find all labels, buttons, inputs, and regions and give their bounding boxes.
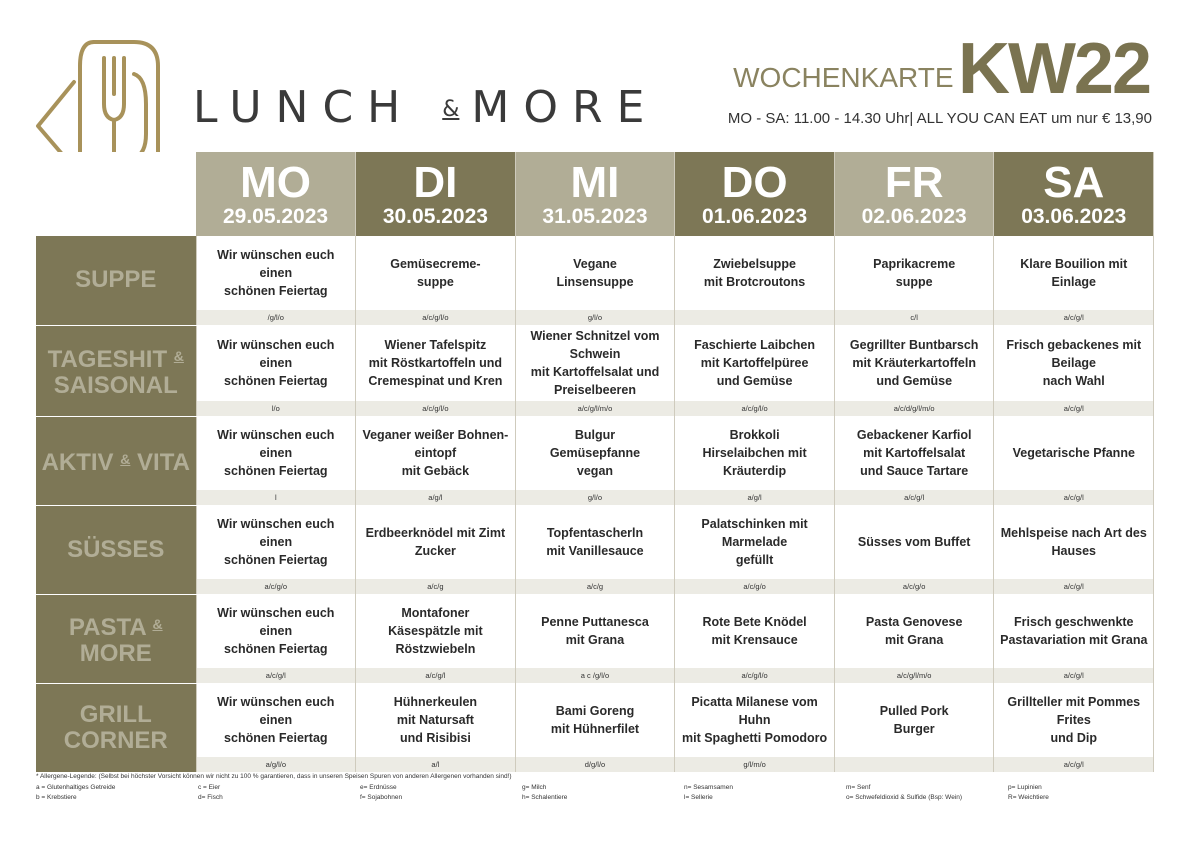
- allergen-codes: a/c/g/l: [994, 401, 1154, 416]
- category-label-line1: SUPPE: [75, 266, 157, 294]
- dish-line: mit Kräuterkartoffeln: [852, 356, 976, 370]
- allergen-codes: a/c/g/l: [994, 310, 1154, 325]
- day-abbr: DI: [413, 158, 458, 207]
- allergen-row: [36, 401, 1154, 416]
- dish-line: Vegane: [573, 257, 617, 271]
- dish-cell: [196, 594, 356, 668]
- dish-cell: [515, 594, 675, 668]
- allergen-legend-item: h= Schalentiere: [522, 794, 568, 801]
- dish-line: Palatschinken mit Marmelade: [701, 517, 808, 549]
- dish-line: Gebackener Karfiol: [856, 428, 972, 442]
- allergen-row: [36, 579, 1154, 594]
- allergen-codes: [675, 310, 835, 325]
- category-row: [36, 683, 1154, 757]
- dish-line: Wir wünschen euch einen: [217, 248, 335, 280]
- category-label-ampersand: &: [173, 347, 184, 364]
- dish-line: Pulled Pork: [879, 704, 949, 718]
- day-date: 02.06.2023: [861, 205, 967, 228]
- allergen-codes: l: [196, 490, 356, 505]
- allergen-codes: a/c/g/l: [834, 490, 994, 505]
- dish-line: schönen Feiertag: [224, 374, 328, 388]
- allergen-codes: a/c/g/l/o: [675, 401, 835, 416]
- allergen-codes: g/l/o: [515, 310, 675, 325]
- category-label: [36, 683, 196, 772]
- allergen-codes: a/g/l/o: [196, 757, 356, 772]
- dish-line: mit Röstkartoffeln und: [368, 356, 503, 370]
- dish-cell: [356, 416, 516, 490]
- dish-cell: [834, 236, 994, 310]
- allergen-codes: a/c/g/o: [834, 579, 994, 594]
- day-date: 29.05.2023: [222, 205, 329, 228]
- day-abbr: MI: [570, 158, 620, 207]
- day-header-mi: [515, 152, 675, 236]
- allergen-codes: a/c/g/l: [356, 668, 516, 683]
- dish-line: schönen Feiertag: [224, 284, 328, 298]
- dish-line: nach Wahl: [1042, 374, 1105, 388]
- dish-line: mit Vanillesauce: [546, 544, 644, 558]
- dish-cell: [356, 683, 516, 757]
- dish-line: Klare Bouilion mit Einlage: [1020, 257, 1128, 289]
- dish-cell: [675, 505, 835, 579]
- dish-line: Erdbeerknödel mit Zimt: [365, 526, 506, 540]
- dish-cell: [994, 505, 1154, 579]
- allergen-codes: l/o: [196, 401, 356, 416]
- dish-line: Wiener Tafelspitz: [384, 338, 487, 352]
- day-header-row: [36, 152, 1154, 236]
- allergen-codes: a/c/d/g/l/m/o: [834, 401, 994, 416]
- dish-line: schönen Feiertag: [224, 553, 328, 567]
- dish-line: Burger: [893, 722, 935, 736]
- dish-line: vegan: [576, 464, 614, 478]
- dish-line: Brokkoli: [729, 428, 780, 442]
- allergen-legend-item: c = Eier: [198, 783, 221, 791]
- day-header-sa: [994, 152, 1154, 236]
- dish-line: Rote Bete Knödel: [702, 615, 807, 629]
- dish-cell: [356, 325, 516, 401]
- day-abbr: DO: [721, 158, 788, 207]
- category-label: [36, 416, 196, 505]
- category-label: [36, 505, 196, 594]
- allergen-legend-item: a = Glutenhaltiges Getreide: [36, 783, 116, 791]
- dish-line: eintopf: [414, 446, 457, 460]
- dish-line: Käsespätzle mit Röstzwiebeln: [388, 624, 483, 656]
- dish-line: mit Kartoffelpüree: [700, 356, 809, 370]
- category-label-line1: AKTIV: [41, 448, 114, 476]
- dish-line: schönen Feiertag: [224, 642, 328, 656]
- allergen-row: [36, 757, 1154, 772]
- dish-cell: [356, 236, 516, 310]
- day-header-mo: [196, 152, 356, 236]
- day-abbr: MO: [240, 158, 311, 207]
- dish-cell: [675, 416, 835, 490]
- category-label-line1: GRILL CORNER: [63, 700, 168, 754]
- day-abbr: SA: [1043, 158, 1105, 207]
- allergen-codes: a/c/g/l/m/o: [515, 401, 675, 416]
- dish-line: Veganer weißer Bohnen-: [362, 428, 509, 442]
- allergen-legend-item: g= Milch: [522, 783, 547, 791]
- dish-line: Cremespinat und Kren: [368, 374, 503, 388]
- allergen-legend-item: e= Erdnüsse: [360, 783, 397, 791]
- brand-name: [193, 82, 658, 133]
- dish-line: und Risibisi: [399, 731, 471, 745]
- allergen-legend-item: b = Krebstiere: [36, 794, 77, 801]
- dish-cell: [515, 236, 675, 310]
- category-label-ampersand: &: [152, 615, 163, 632]
- dish-cell: [196, 325, 356, 401]
- dish-line: Pastavariation mit Grana: [1000, 633, 1148, 647]
- dish-line: mit Kartoffelsalat und: [530, 365, 660, 379]
- allergen-codes: a/c/g/l: [994, 490, 1154, 505]
- dish-cell: [834, 505, 994, 579]
- allergen-legend-item: d= Fisch: [198, 794, 223, 801]
- dish-line: mit Brotcroutons: [703, 275, 806, 289]
- dish-cell: [515, 325, 675, 401]
- category-label-line2: MORE: [79, 639, 152, 667]
- dish-line: Wir wünschen euch einen: [217, 338, 335, 370]
- allergen-codes: d/g/l/o: [515, 757, 675, 772]
- allergen-legend-item: p= Lupinien: [1008, 783, 1042, 791]
- allergen-codes: a c /g/l/o: [515, 668, 675, 683]
- allergen-codes: a/c/g/l: [994, 668, 1154, 683]
- allergen-row: [36, 490, 1154, 505]
- dish-cell: [675, 236, 835, 310]
- dish-line: Wir wünschen euch einen: [217, 428, 335, 460]
- day-header-do: [675, 152, 835, 236]
- allergen-legend-item: R= Weichtiere: [1008, 794, 1049, 801]
- week-label: WOCHENKARTE: [733, 62, 954, 93]
- allergen-legend: [36, 772, 1156, 804]
- corner-cell: [36, 152, 196, 236]
- dish-line: Wiener Schnitzel vom Schwein: [530, 329, 660, 361]
- allergen-codes: a/c/g/l: [196, 668, 356, 683]
- day-date: 31.05.2023: [542, 205, 648, 228]
- allergen-codes: a/c/g/o: [196, 579, 356, 594]
- opening-hours: MO - SA: 11.00 - 14.30 Uhr| ALL YOU CAN EAT um nur € 13,90: [727, 110, 1152, 127]
- dish-line: Frisch gebackenes mit Beilage: [1006, 338, 1142, 370]
- allergen-codes: a/c/g: [356, 579, 516, 594]
- allergen-codes: a/c/g/l: [994, 579, 1154, 594]
- dish-line: Hirselaibchen mit Kräuterdip: [702, 446, 807, 478]
- week-number: KW22: [957, 29, 1150, 109]
- day-date: 30.05.2023: [382, 205, 488, 228]
- dish-line: mit Grana: [884, 633, 944, 647]
- dish-line: Hauses: [1051, 544, 1096, 558]
- allergen-codes: a/c/g/o: [675, 579, 835, 594]
- allergen-legend-item: o= Schwefeldioxid & Sulfide (Bsp: Wein): [846, 794, 963, 801]
- allergen-legend-note: * Allergene-Legende: (Selbst bei höchster Vorsicht können wir nicht zu 100 % garantieren, dass in unseren Speisen Spuren von anderen Allergenen vorhanden sind!): [36, 773, 512, 780]
- dish-line: Vegetarische Pfanne: [1012, 446, 1135, 460]
- category-label-line1: TAGESHIT: [47, 345, 168, 373]
- dish-cell: [196, 683, 356, 757]
- category-label: [36, 594, 196, 683]
- dish-line: gefüllt: [735, 553, 774, 567]
- dish-cell: [515, 683, 675, 757]
- dish-cell: [834, 325, 994, 401]
- allergen-codes: a/c/g/l/m/o: [834, 668, 994, 683]
- dish-line: Faschierte Laibchen: [694, 338, 816, 352]
- brand-name-part1: LUNCH: [193, 82, 415, 133]
- dish-line: Gemüsecreme-: [390, 257, 481, 271]
- dish-line: schönen Feiertag: [224, 464, 328, 478]
- allergen-codes: g/l/m/o: [675, 757, 835, 772]
- dish-line: schönen Feiertag: [224, 731, 328, 745]
- category-label: [36, 236, 196, 325]
- dish-line: mit Hühnerfilet: [550, 722, 640, 736]
- category-row: [36, 325, 1154, 401]
- dish-line: mit Spaghetti Pomodoro: [682, 731, 828, 745]
- allergen-row: [36, 310, 1154, 325]
- dish-cell: [834, 416, 994, 490]
- allergen-codes: c/l: [834, 310, 994, 325]
- allergen-legend-grid: [36, 783, 1156, 804]
- allergen-legend-item: f= Sojabohnen: [360, 794, 403, 801]
- dish-line: Frisch geschwenkte: [1014, 615, 1134, 629]
- day-header-di: [356, 152, 516, 236]
- weekly-menu-table: [36, 152, 1154, 773]
- allergen-codes: a/c/g/l/o: [356, 401, 516, 416]
- category-row: [36, 594, 1154, 668]
- allergen-codes: a/c/g/l/o: [356, 310, 516, 325]
- category-label-ampersand: &: [120, 450, 131, 467]
- dish-cell: [196, 505, 356, 579]
- dish-cell: [675, 325, 835, 401]
- dish-line: Bulgur: [574, 428, 616, 442]
- allergen-codes: /g/l/o: [196, 310, 356, 325]
- dish-line: mit Gebäck: [401, 464, 470, 478]
- day-abbr: FR: [884, 158, 944, 207]
- dish-line: Penne Puttanesca: [541, 615, 649, 629]
- category-row: [36, 416, 1154, 490]
- dish-line: und Gemüse: [876, 374, 953, 388]
- allergen-row: [36, 668, 1154, 683]
- dish-cell: [515, 505, 675, 579]
- dish-line: Grillteller mit Pommes Frites: [1007, 695, 1141, 727]
- dish-line: Gegrillter Buntbarsch: [849, 338, 979, 352]
- allergen-codes: a/c/g/l/o: [675, 668, 835, 683]
- dish-cell: [675, 594, 835, 668]
- category-label-line2: VITA: [137, 448, 190, 476]
- category-label-line1: SÜSSES: [67, 535, 165, 563]
- allergen-codes: a/c/g: [515, 579, 675, 594]
- dish-line: Montafoner: [401, 606, 470, 620]
- category-row: [36, 505, 1154, 579]
- dish-cell: [356, 505, 516, 579]
- dish-line: Zwiebelsuppe: [713, 257, 796, 271]
- dish-cell: [515, 416, 675, 490]
- day-header-fr: [834, 152, 994, 236]
- category-label-line2: SAISONAL: [53, 371, 178, 399]
- dish-cell: [834, 594, 994, 668]
- category-label-line1: PASTA: [68, 613, 146, 641]
- dish-cell: [994, 325, 1154, 401]
- dish-cell: [994, 416, 1154, 490]
- dish-cell: [196, 416, 356, 490]
- day-date: 03.06.2023: [1021, 205, 1127, 228]
- dish-line: Paprikacreme: [873, 257, 956, 271]
- dish-line: Zucker: [414, 544, 456, 558]
- dish-line: suppe: [895, 275, 933, 289]
- dish-cell: [675, 683, 835, 757]
- allergen-codes: a/g/l: [356, 490, 516, 505]
- allergen-codes: a/c/g/l: [994, 757, 1154, 772]
- dish-line: Gemüsepfanne: [549, 446, 641, 460]
- category-label: [36, 325, 196, 416]
- day-date: 01.06.2023: [702, 205, 808, 228]
- dish-line: Pasta Genovese: [865, 615, 963, 629]
- dish-line: suppe: [416, 275, 454, 289]
- dish-line: und Dip: [1050, 731, 1098, 745]
- dish-cell: [994, 594, 1154, 668]
- dish-line: Preiselbeeren: [553, 383, 636, 397]
- week-header: [733, 29, 1150, 109]
- brand-name-part2: MORE: [471, 82, 659, 133]
- allergen-legend-item: n= Sesamsamen: [684, 783, 733, 791]
- dish-line: Bami Goreng: [555, 704, 635, 718]
- category-row: [36, 236, 1154, 310]
- dish-line: Topfentascherln: [546, 526, 644, 540]
- dish-line: und Sauce Tartare: [860, 464, 969, 478]
- allergen-codes: g/l/o: [515, 490, 675, 505]
- dish-cell: [994, 236, 1154, 310]
- dish-line: und Gemüse: [716, 374, 793, 388]
- allergen-codes: a/l: [356, 757, 516, 772]
- dish-line: Linsensuppe: [556, 275, 634, 289]
- dish-line: Wir wünschen euch einen: [217, 606, 335, 638]
- allergen-legend-item: m= Senf: [846, 783, 871, 791]
- dish-line: Picatta Milanese vom Huhn: [691, 695, 818, 727]
- allergen-legend-item: l= Sellerie: [684, 794, 713, 801]
- dish-line: mit Krensauce: [711, 633, 798, 647]
- dish-line: mit Natursaft: [396, 713, 474, 727]
- dish-line: mit Kartoffelsalat: [863, 446, 966, 460]
- dish-line: Mehlspeise nach Art des: [1000, 526, 1147, 540]
- dish-line: Wir wünschen euch einen: [217, 695, 335, 727]
- dish-line: mit Grana: [565, 633, 625, 647]
- allergen-codes: [834, 757, 994, 772]
- dish-line: Süsses vom Buffet: [857, 535, 971, 549]
- dish-line: Hühnerkeulen: [393, 695, 478, 709]
- dish-line: Wir wünschen euch einen: [217, 517, 335, 549]
- brand-ampersand: &: [442, 97, 460, 122]
- dish-cell: [994, 683, 1154, 757]
- dish-cell: [834, 683, 994, 757]
- dish-cell: [356, 594, 516, 668]
- dish-cell: [196, 236, 356, 310]
- allergen-codes: a/g/l: [675, 490, 835, 505]
